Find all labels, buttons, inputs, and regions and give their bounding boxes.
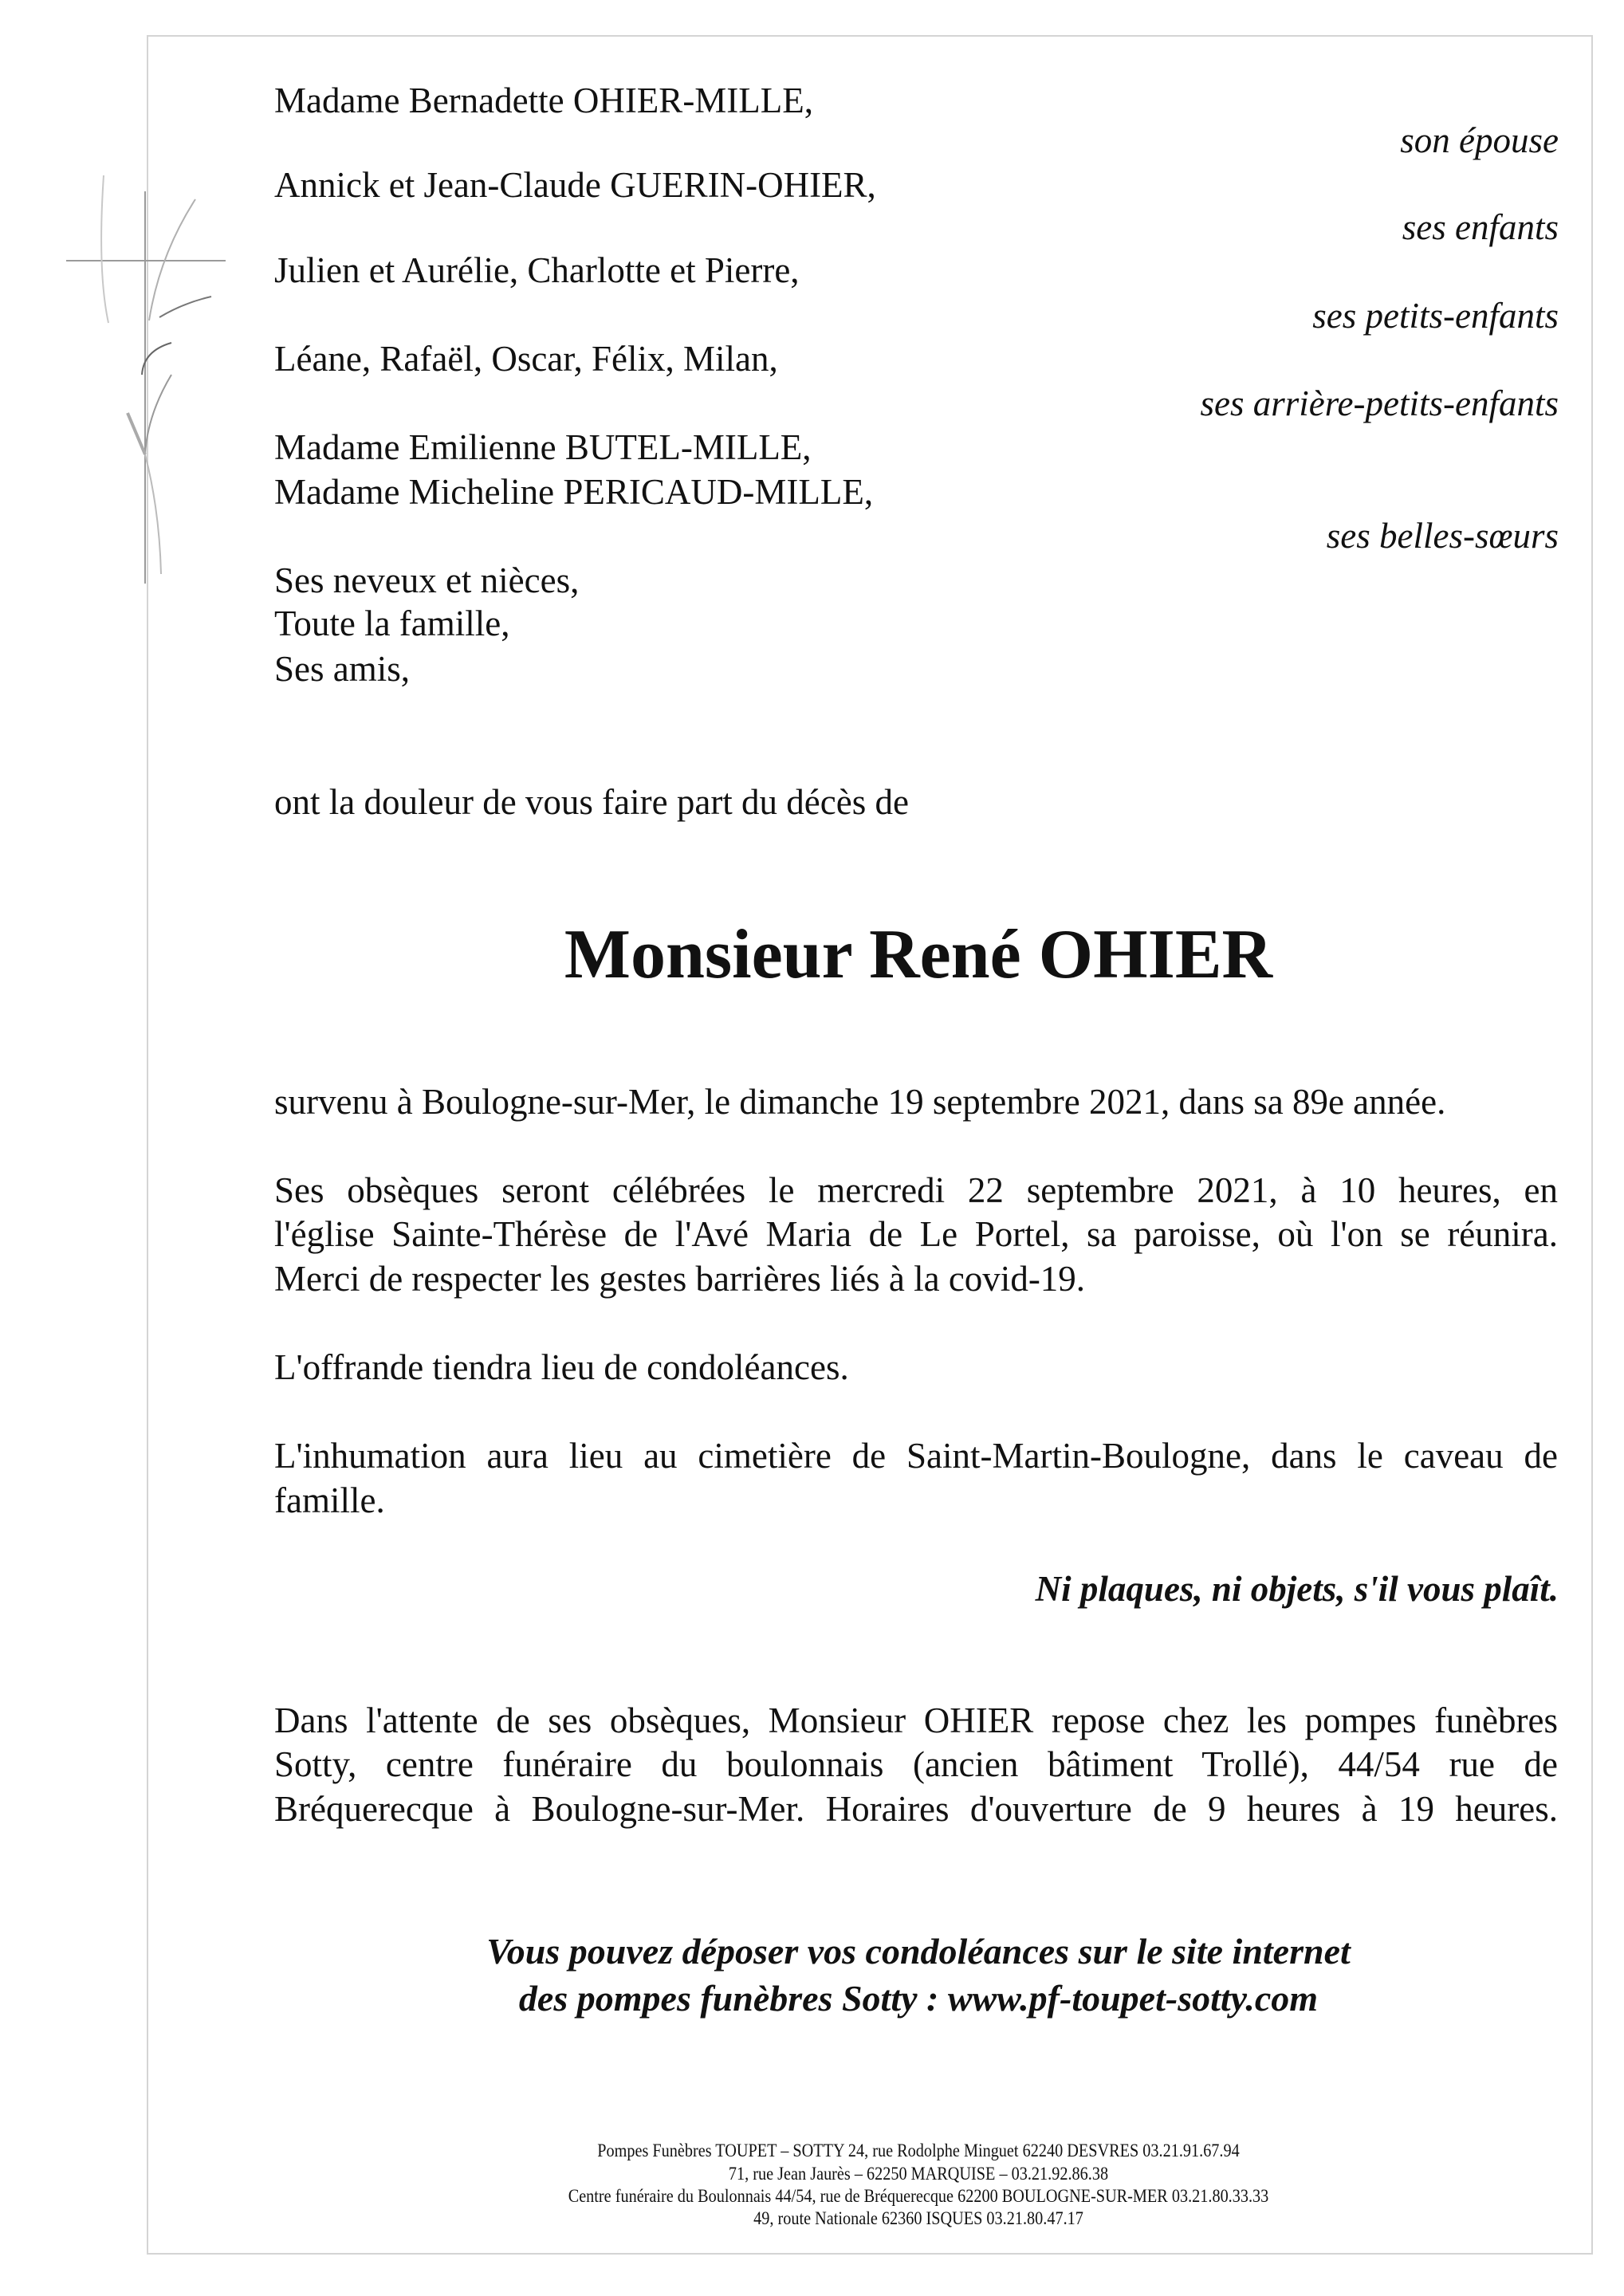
children-names: Annick et Jean-Claude GUERIN-OHIER, <box>274 165 876 205</box>
footer-line: Centre funéraire du Boulonnais 44/54, rue de Bréquerecque 62200 BOULOGNE-SUR-MER 03.21.80.33.33 <box>568 2186 1269 2206</box>
no-plaques-note: Ni plaques, ni objets, s'il vous plaît. <box>1035 1569 1559 1609</box>
great-grandchildren-relation: ses arrière-petits-enfants <box>1200 383 1559 423</box>
rest-line: Dans l'attente de ses obsèques, Monsieur OHIER repose chez les pompes funèbres <box>274 1700 1558 1740</box>
funeral-line: Ses obsèques seront célébrées le mercredi 22 septembre 2021, à 10 heures, en <box>274 1170 1558 1210</box>
offering: L'offrande tiendra lieu de condoléances. <box>274 1347 849 1387</box>
grandchildren-names: Julien et Aurélie, Charlotte et Pierre, <box>274 250 800 290</box>
sister-in-law-name: Madame Micheline PERICAUD-MILLE, <box>274 472 874 512</box>
other-family: Ses neveux et nièces, <box>274 560 580 600</box>
wife-relation: son épouse <box>1400 120 1559 160</box>
footer-line: 71, rue Jean Jaurès – 62250 MARQUISE – 03.21.92.86.38 <box>728 2164 1109 2184</box>
burial-line: famille. <box>274 1480 385 1520</box>
deceased-name: Monsieur René OHIER <box>564 916 1273 993</box>
great-grandchildren-names: Léane, Rafaël, Oscar, Félix, Milan, <box>274 339 778 379</box>
rest-line: Bréquerecque à Boulogne-sur-Mer. Horaires d'ouverture de 9 heures à 19 heures. <box>274 1789 1558 1829</box>
condolences-line: Vous pouvez déposer vos condoléances sur le site internet <box>486 1931 1351 1972</box>
funeral-line: l'église Sainte-Thérèse de l'Avé Maria de Le Portel, sa paroisse, où l'on se réunira. <box>274 1214 1558 1254</box>
sister-in-law-name: Madame Emilienne BUTEL-MILLE, <box>274 427 812 467</box>
wife-name: Madame Bernadette OHIER-MILLE, <box>274 81 814 120</box>
grandchildren-relation: ses petits-enfants <box>1312 296 1559 336</box>
burial-line: L'inhumation aura lieu au cimetière de Saint-Martin-Boulogne, dans le caveau de <box>274 1436 1558 1476</box>
condolences-website: des pompes funèbres Sotty : www.pf-toupet-sotty.com <box>518 1978 1319 2019</box>
announcement: ont la douleur de vous faire part du décès de <box>274 782 909 822</box>
footer-line: Pompes Funèbres TOUPET – SOTTY 24, rue Rodolphe Minguet 62240 DESVRES 03.21.91.67.94 <box>597 2141 1240 2160</box>
funeral-line: Merci de respecter les gestes barrières liés à la covid-19. <box>274 1259 1086 1299</box>
death-line: survenu à Boulogne-sur-Mer, le dimanche 19 septembre 2021, dans sa 89e année. <box>274 1082 1446 1122</box>
children-relation: ses enfants <box>1402 207 1559 247</box>
cross-flower-icon <box>48 159 303 606</box>
other-family: Ses amis, <box>274 649 411 689</box>
sisters-in-law-relation: ses belles-sœurs <box>1326 516 1559 556</box>
other-family: Toute la famille, <box>274 603 510 643</box>
rest-line: Sotty, centre funéraire du boulonnais (ancien bâtiment Trollé), 44/54 rue de <box>274 1744 1558 1784</box>
footer-line: 49, route Nationale 62360 ISQUES 03.21.80.47.17 <box>753 2208 1083 2228</box>
